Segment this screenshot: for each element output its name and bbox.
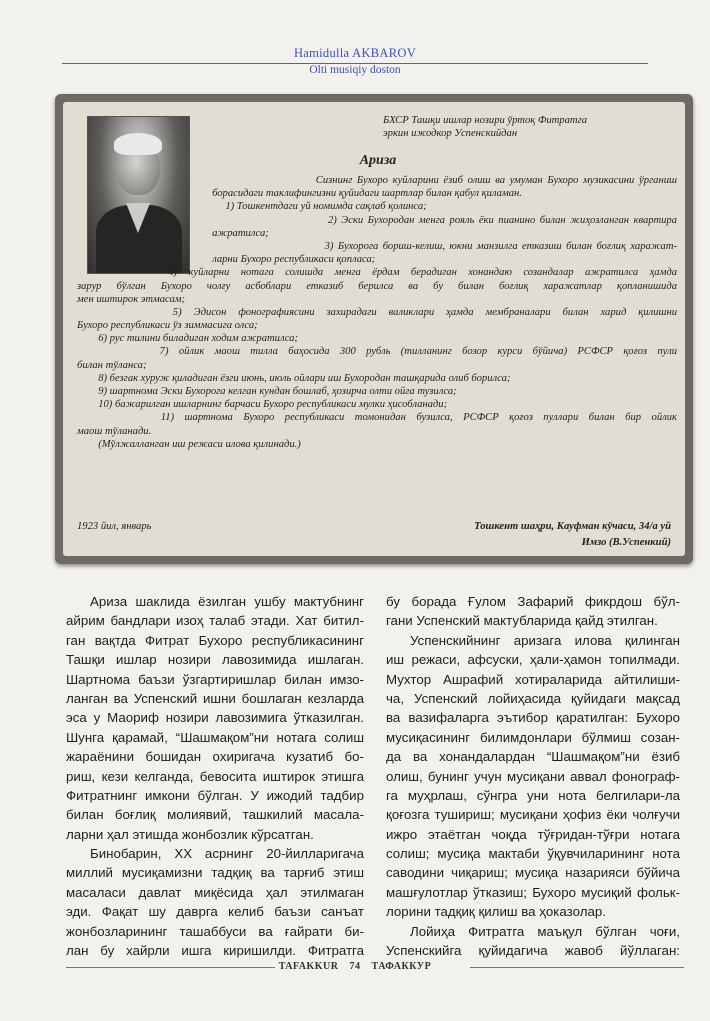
article-column-right <box>386 592 680 960</box>
document-line: (Мўлжалланган иш режаси илова қилинади.) <box>77 438 301 450</box>
article-line: айрим бандлари изоҳ талаб этади. Хат битил- <box>66 613 364 629</box>
document-line: ларни Бухоро республикаси қопласа; <box>77 254 376 266</box>
article-line: ча, Успенский лойиҳасида қуйидаги мақсад <box>386 690 680 706</box>
document-line: маош тўланади. <box>77 425 152 437</box>
document-line: Бухоро республикаси ўз зиммасига олса; <box>77 320 258 332</box>
archival-document <box>63 102 685 556</box>
document-line: мен иштирок этмасам; <box>77 293 186 305</box>
document-line: 4) куйларни нотага солишда менга ёрдам берадиган хонандаю созандалар ажратилса ҳамда <box>77 267 677 279</box>
article-line: машғулотлар ўтказиш; Бухоро мусиқий фольк- <box>386 884 680 900</box>
running-header <box>0 46 710 77</box>
article-line: Мухтор Ашрафий хотираларида айтилиши- <box>386 671 680 687</box>
article-line: ган вақтда Фитрат Бухоро республикасининг <box>66 632 364 648</box>
article-line: қоғозга тушириш; мусиқани ҳофиз ёки чолғучи <box>386 807 680 823</box>
document-signature: Имзо (В.Успенкий) <box>581 537 671 548</box>
footer-text <box>0 960 710 974</box>
article-line: риш, кези келганда, бевосита иштирок этишга <box>66 768 364 784</box>
document-line: 6) рус тилини биладиган ходим ажратилса; <box>77 333 298 345</box>
page-number: 74 <box>346 961 365 972</box>
document-line: 7) ойлик маош тилла баҳосида 300 рубль (тилланинг бозор курси бўйича) РСФСР қоғоз пули <box>77 346 677 358</box>
document-line: 2) Эски Бухородан менга рояль ёки пианино билан жиҳозланган квартира <box>77 214 677 226</box>
document-line: борасидаги таклифингизни қуйидаги шартлар билан қабул қиламан. <box>77 188 522 200</box>
document-sender-address: Тошкент шаҳри, Кауфман кўчаси, 34/а уй <box>474 521 671 532</box>
article-line: билан боғлиқ молиявий, ташкилий масала- <box>66 807 364 823</box>
document-line: 3) Бухорога бориш-келиш, юкни манзилга етказиш билан боғлиқ харажат- <box>77 240 677 252</box>
document-date: 1923 йил, январь <box>77 521 152 532</box>
article-column-left <box>66 592 364 960</box>
document-line: 9) шартнома Эски Бухорога келган кундан бошлаб, ҳозирча олти ойга тузилса; <box>77 386 457 397</box>
document-line: зарур бўлган Бухоро чолғу асбоблари етказиб берилса ва бу билан боғлиқ харажатлар қопланишида <box>77 280 677 292</box>
article-line: га муҳрлаш, сўнгра уни нота белгилари-ла <box>386 787 680 803</box>
document-line: ажратилса; <box>77 227 269 239</box>
article-line: миллий мусиқамизни тадқиқ ва тарғиб этиш <box>66 865 364 881</box>
article-line: ланган ва Успенский ишни бошлаган кезларда <box>66 690 364 706</box>
article-line: гани Успенский мактубларида қайд этилган. <box>386 613 658 629</box>
article-line: Шунга қарамай, “Шашмақом”ни нотага солиш <box>66 729 364 745</box>
article-line: ларни ҳал этишда жонбозлик кўрсатган. <box>66 826 314 842</box>
document-addressee <box>383 114 683 140</box>
article-line: саводини чиқариш; мусиқа назарияси бўйича <box>386 865 680 881</box>
header-subtitle: Olti musiqiy doston <box>309 64 401 76</box>
article-line: бу борада Ғулом Зафарий фикрдош бўл- <box>386 594 680 609</box>
document-line: билан тўланса; <box>77 359 147 371</box>
addressee-line: БХСР Ташқи ишлар нозири ўртоқ Фитратга <box>383 115 587 126</box>
page-footer <box>0 960 710 974</box>
article-line: Бинобарин, XX асрнинг 20-йилларигача <box>90 846 364 862</box>
article-line: Ариза шаклида ёзилган ушбу мактубнинг <box>90 594 364 609</box>
article-line: да ва хонандалардан “Шашмақом”ни ёзиб <box>386 749 680 765</box>
document-line: 11) шартнома Бухоро республикаси томонидан бузилса, РСФСР қоғоз пуллари билан бир ойлик <box>77 412 677 424</box>
article-line: Успенскийга қуйидагича жавоб йўллаган: <box>386 943 680 959</box>
article-line: Шартнома баъзи ўзгартиришлар билан имзо- <box>66 671 364 687</box>
article-line: ва вазифаларга эътибор қаратилган: Бухоро <box>386 710 680 726</box>
document-title: Ариза <box>359 153 397 168</box>
addressee-line: эркин ижодкор Успенскийдан <box>383 128 518 140</box>
article-line: солиш; мусиқа мактаби ўқувчиларининг нота <box>386 846 680 862</box>
article-line: жараёнини бошидан охиригача кузатиб бо- <box>66 749 364 765</box>
document-line: Сизнинг Бухоро куйларини ёзиб олиш ва умуман Бухоро музикасини ўрганиш <box>77 175 677 186</box>
article-line: Ташқи ишлар нозири лавозимида ишлаган. <box>66 652 364 668</box>
article-line: ижро этаётган чоқда тўғридан-тўғри нотага <box>386 826 680 842</box>
article-line: мусиқасининг билимдонлари бўлмиш созан- <box>386 729 680 745</box>
portrait-hair <box>114 133 162 155</box>
document-line: 8) безгак хуруж қиладиган ёзги июнь, июль ойлари иш Бухородан ташқарида олиб борилса; <box>77 372 511 384</box>
document-line: 5) Эдисон фонографиясини захирадаги валиклари ҳамда мембраналари билан харид қилишни <box>77 306 677 318</box>
footer-journal-latin: TAFAKKUR <box>275 961 343 972</box>
document-body <box>77 174 677 451</box>
article-line: масаласи давлат миқёсида ҳал этилмаган <box>66 884 364 900</box>
article-line: эса у Маориф нозири лавозимига ўтказилган. <box>66 710 364 726</box>
article-line: лорини тадқиқ қилиш ва ҳоказолар. <box>386 904 606 920</box>
article-line: лан бу хайрли ишга киришилди. Фитратга <box>66 943 364 959</box>
document-line: 10) бажарилган ишларнинг барчаси Бухоро республикаси мулки ҳисобланади; <box>77 399 448 411</box>
article-line: иш режаси, афсуски, ҳали-ҳамон топилмади. <box>386 652 680 668</box>
article-line: Лойиҳа Фитратга маъқул бўлган чоғи, <box>410 923 680 939</box>
header-rule <box>62 63 648 64</box>
article-line: Фитратнинг имкони бўлган. У ижодий тадбир <box>66 787 364 803</box>
document-line: 1) Тошкентдаги уй номимда сақлаб қолинса; <box>77 201 427 213</box>
article-line: олиш, бунинг учун мусиқани аввал фонограф- <box>386 768 680 784</box>
header-author: Hamidulla AKBAROV <box>293 46 417 60</box>
article-line: жонбозларининг ташаббуси ва ғайрати би- <box>66 923 364 939</box>
article-line: Успенскийнинг аризага илова қилинган <box>410 632 680 648</box>
footer-journal-cyrillic: ТАФАККУР <box>368 961 436 972</box>
article-line: эди. Фақат шу даврга келиб баъзи санъат <box>66 904 364 920</box>
archival-document-frame <box>55 94 693 564</box>
